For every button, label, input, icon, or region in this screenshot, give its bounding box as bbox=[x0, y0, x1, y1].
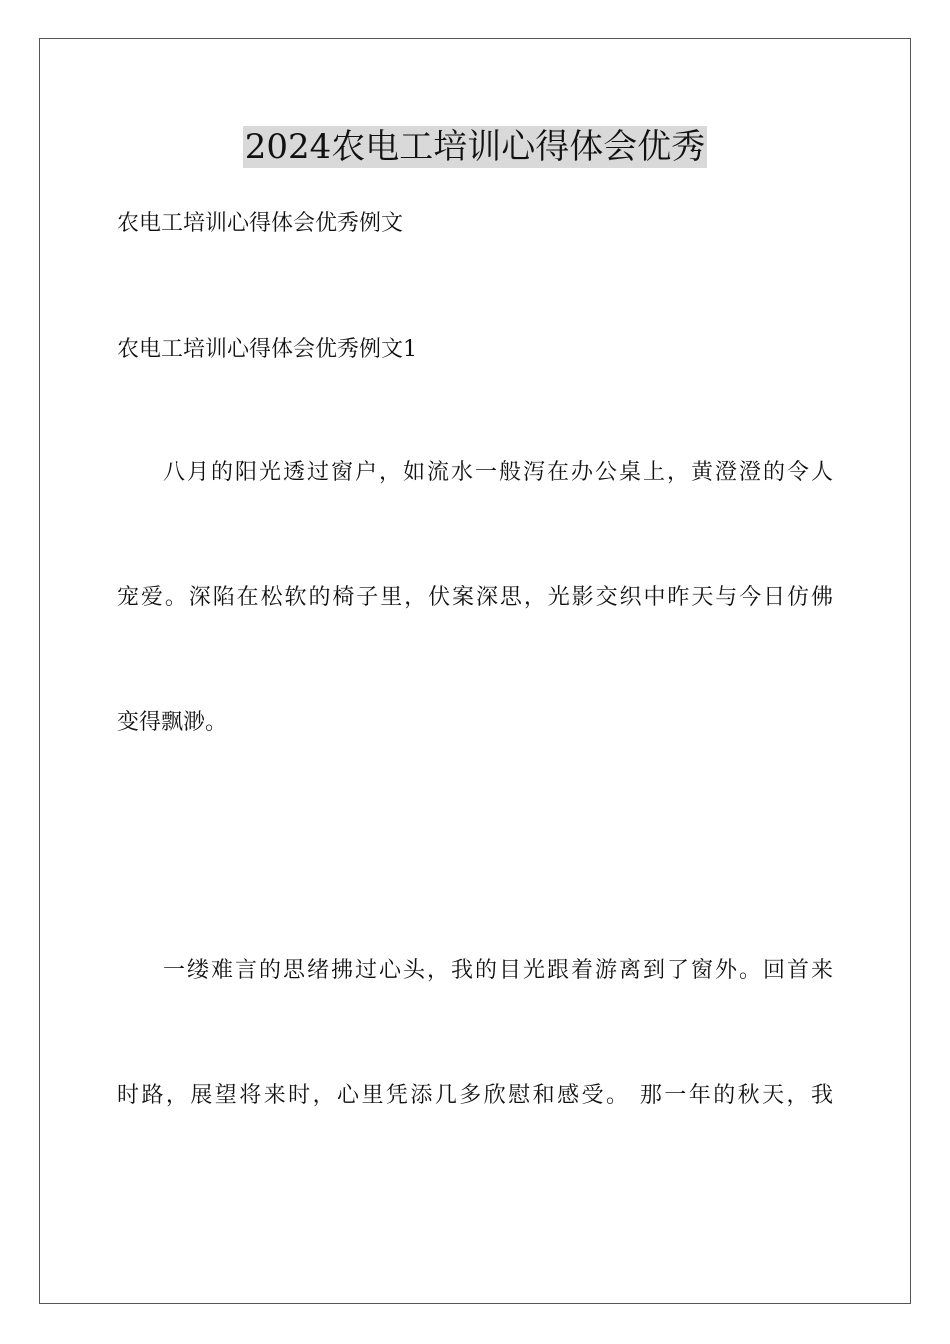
paragraph-1-line-3: 变得飘渺。 bbox=[117, 710, 228, 735]
document-title: 2024农电工培训心得体会优秀 bbox=[244, 127, 706, 167]
section-heading: 农电工培训心得体会优秀例文1 bbox=[117, 337, 417, 362]
document-subtitle: 农电工培训心得体会优秀例文 bbox=[117, 211, 404, 236]
paragraph-1-line-2: 宠爱。深陷在松软的椅子里，伏案深思，光影交织中昨天与今日仿佛 bbox=[117, 585, 833, 610]
paragraph-2-line-2: 时路，展望将来时，心里凭添几多欣慰和感受。 那一年的秋天，我 bbox=[117, 1083, 833, 1108]
paragraph-1-line-1: 八月的阳光透过窗户，如流水一般泻在办公桌上，黄澄澄的令人 bbox=[163, 460, 833, 485]
paragraph-2-line-1: 一缕难言的思绪拂过心头，我的目光跟着游离到了窗外。回首来 bbox=[163, 958, 833, 983]
title-container bbox=[0, 126, 950, 168]
